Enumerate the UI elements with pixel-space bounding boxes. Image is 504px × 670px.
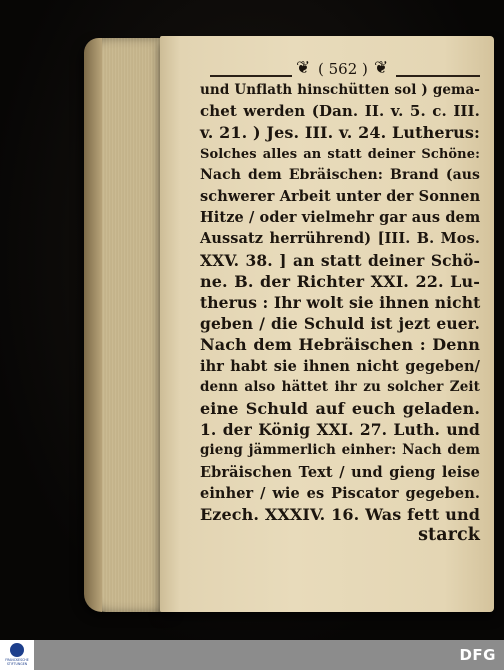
ornament-right-icon: ❦ — [374, 58, 389, 78]
text-line: denn also hättet ihr zu solcher Zeit — [200, 378, 480, 395]
text-line: ne. B. der Richter XXI. 22. Lu- — [200, 271, 480, 291]
text-line: und Unflath hinschütten sol ) gema- — [200, 82, 480, 98]
text-line: v. 21. ) Jes. III. v. 24. Lutherus: — [200, 123, 480, 143]
text-line: therus : Ihr wolt sie ihnen nicht — [200, 293, 481, 313]
catchword: starck — [418, 525, 480, 546]
text-line: ihr habt sie ihnen nicht gegeben/ — [200, 357, 480, 375]
dfg-logo: DFG — [459, 646, 496, 664]
page-header — [210, 56, 480, 82]
header-rule-left — [210, 75, 292, 77]
page-body-text — [200, 80, 480, 546]
logo-text: FRANCKESCHE STIFTUNGEN — [5, 658, 29, 666]
text-line: Nach dem Ebräischen: Brand (aus — [200, 166, 480, 183]
text-line: Hitze / oder vielmehr gar aus dem — [200, 209, 481, 227]
text-line: Aussatz herrührend) [III. B. Mos. — [200, 230, 480, 248]
text-line: XXV. 38. ] an statt deiner Schö- — [200, 250, 480, 270]
header-rule-right — [396, 75, 480, 77]
text-line: Nach dem Hebräischen : Denn — [200, 335, 480, 355]
ornament-left-icon: ❦ — [296, 58, 311, 78]
text-line: Ebräischen Text / und gieng leise — [200, 463, 480, 481]
franckesche-stiftungen-logo — [0, 640, 34, 670]
text-line: geben / die Schuld ist jezt euer. — [200, 314, 480, 334]
text-line: einher / wie es Piscator gegeben. — [200, 484, 480, 502]
text-line: Solches alles an statt deiner Schöne: — [200, 146, 480, 162]
text-line: eine Schuld auf euch geladen. — [200, 399, 480, 419]
page-number: ( 562 ) — [318, 60, 368, 78]
text-line: 1. der König XXI. 27. Luth. und — [200, 420, 480, 440]
text-line: Ezech. XXXIV. 16. Was fett und — [200, 505, 480, 525]
text-line: chet werden (Dan. II. v. 5. c. III. — [200, 102, 480, 121]
text-line: schwerer Arbeit unter der Sonnen — [200, 188, 481, 206]
seal-icon — [10, 643, 24, 657]
text-line: gieng jämmerlich einher: Nach dem — [200, 442, 480, 459]
viewer-footer-bar — [0, 640, 504, 670]
